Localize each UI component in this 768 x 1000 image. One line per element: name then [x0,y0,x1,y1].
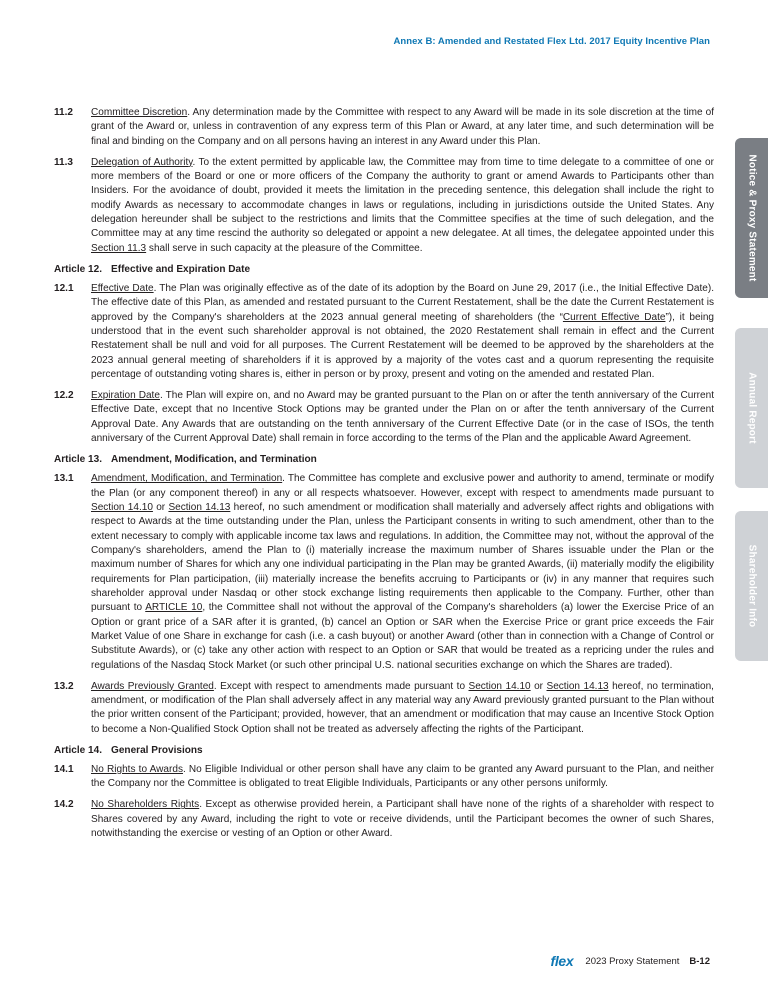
section-body-text: . The Committee has complete and exclusive power and authority to amend, terminate or modify the Plan (or any component thereof) in any or all respects whatsoever. However, except with respect to amendments made pursuant to [91,473,715,499]
section-text [91,680,714,737]
section-body-text: . Except as otherwise provided herein, a Participant shall have none of the rights of a shareholder with respect to Shares covered by any Award, including the right to vote or receive dividends, until the Participant becomes the owner of such Shares, notwithstanding the exercise or vesting of an Option or other Award. [91,799,714,839]
article-number: Article 14. [54,744,103,756]
page-number: B-12 [689,955,710,967]
section-text [91,798,714,841]
article-13-heading [54,453,714,467]
tab-shareholder-info[interactable] [735,511,768,661]
section-body-text: . Any determination made by the Committee with respect to any Award will be made in its sole discretion at the time of grant of the Award or, unless in contravention of any express term of this Plan or Award, at any later time, and such determination will be final and binding on the Company and on all persons having an interest in any Award under this Plan. [91,107,715,147]
section-heading: Awards Previously Granted [91,680,214,692]
cross-reference-link[interactable]: Section 14.10 [91,501,153,513]
article-14-heading [54,744,714,758]
page-header: Annex B: Amended and Restated Flex Ltd. 2017 Equity Incentive Plan [393,36,710,47]
cross-reference-link[interactable]: ARTICLE 10 [145,602,203,614]
section-text [91,282,714,382]
section-number: 14.2 [54,799,74,811]
section-heading: Expiration Date [91,389,160,401]
section-14-1 [54,763,714,792]
section-number: 11.3 [54,156,73,168]
section-number: 13.1 [54,473,74,485]
tab-notice-proxy-statement[interactable] [735,138,768,298]
article-title: General Provisions [111,744,203,756]
section-number: 14.1 [54,764,74,775]
section-body-text: . Except with respect to amendments made pursuant to [213,680,469,692]
section-body-text: or [152,501,169,513]
section-body-text: , the Committee shall not without the approval of the Company's shareholders (a) lower the Exercise Price of an Option or grant price of a SAR after it is granted, (b) cancel an Option or SAR when the Exercise Price or grant price exceeds the Fair Market Value of one Share in exchange for cash (i.e. a cash buyout) or another Award (other than in connection with a Change of Control or Substitute Awards), or (c) take any other action with respect to an Option or SAR that would be treated as a repricing under the rules and regulations of the Nasdaq Stock Market (or such other principal U.S. national securities exchange on which the Shares are traded). [91,602,714,671]
section-text [91,472,714,673]
section-heading: No Shareholders Rights [91,799,200,811]
section-heading: Amendment, Modification, and Termination [91,473,283,485]
section-text [91,156,714,256]
page-footer [550,953,710,969]
tab-label: Notice & Proxy Statement [746,154,757,282]
defined-term: Current Effective Date [562,311,666,323]
article-title: Amendment, Modification, and Termination [111,453,317,465]
section-body-text: . No Eligible Individual or other person shall have any claim to be granted any Award pursuant to the Plan, and neither the Company nor the Committee is obligated to treat Eligible Individuals, Participants or any other persons uniformly. [91,764,714,790]
section-text [91,389,714,446]
cross-reference-link[interactable]: Section 14.13 [168,501,231,513]
article-12-heading [54,263,714,277]
section-12-2 [54,389,714,446]
section-body-text: or [530,680,547,692]
tab-annual-report[interactable] [735,328,768,488]
section-heading: No Rights to Awards [91,764,183,775]
section-text [91,106,714,149]
cross-reference-link[interactable]: Section 14.13 [546,680,609,692]
section-11-3 [54,156,714,256]
section-13-2 [54,680,714,737]
section-body-text: . To the extent permitted by applicable law, the Committee may from time to time delegate to a committee of one or more members of the Board or one or more officers of the Company the authority to grant or amend Awards to Participants other than Insiders. For the avoidance of doubt, provided it meets the limitation in the preceding sentence, this delegation shall include the right to modify Awards as necessary to accommodate changes in laws or regulations, including in jurisdictions outside the United States. Any delegation hereunder shall be subject to the restrictions and limits that the Committee specifies at the time of such delegation, and the Committee may at any time rescind the authority so delegated or appoint a new delegatee. At all times, the delegatee appointed under this [91,156,714,240]
article-number: Article 12. [54,263,103,275]
section-number: 12.2 [54,389,74,401]
tab-label: Annual Report [746,372,757,444]
section-body-text: hereof, no such amendment or modification shall materially and adversely affect rights and obligations with respect to Awards at the time outstanding under the Plan, unless the Participant consents in writing to such amendment, other than to the extent necessary to comply with applicable income tax laws and regulations. In addition, the Committee may not, without the approval of the Company's shareholders, amend the Plan to (i) materially increase the maximum number of Shares issuable under the Plan or the maximum number of Shares for which any one individual participating in the Plan may be granted Awards, (ii) materially modify the eligibility requirements for Plan participation, (iii) materially increase the benefits accruing to Participants or (iv) in any manner that requires such shareholder approval under Nasdaq or other stock exchange listing requirements then applicable to the Company. Further, other than pursuant to [91,501,714,614]
section-body-text: hereof, no termination, amendment, or modification of the Plan shall adversely affect in any material way any Award previously granted pursuant to the Plan without the prior written consent of the Participant; provided, however, that an amendment or modification that may cause an Incentive Stock Option to become a Non-Qualified Stock Option shall not be treated as adversely affecting the rights of the Participant. [91,680,714,735]
section-body-text: shall serve in such capacity at the pleasure of the Committee. [146,242,423,254]
section-body-text: ”), it being understood that in the event such shareholder approval is not obtained, the 2020 Restatement shall remain in effect and the Current Restatement shall be null and void for all purposes. The Current Restatement will be deemed to be approved by the shareholders at the 2023 annual general meeting of shareholders if it is approved by a majority of the votes cast and a quorum representing the requisite percentage of outstanding voting shares is, either in person or by proxy, present and voting on the amended and restated Plan. [91,311,714,381]
section-heading: Delegation of Authority [91,156,193,168]
section-text [91,763,714,792]
tab-label: Shareholder Info [746,544,757,628]
section-number: 12.1 [54,282,74,294]
section-number: 13.2 [54,680,74,692]
document-body [54,106,714,848]
section-14-2 [54,798,714,841]
section-11-2 [54,106,714,149]
cross-reference-link[interactable]: Section 14.10 [468,680,531,692]
cross-reference-link[interactable]: Section 11.3 [91,242,147,254]
article-number: Article 13. [54,453,103,465]
section-body-text: . The Plan will expire on, and no Award may be granted pursuant to the Plan on or after the tenth anniversary of the Current Effective Date, except that no Incentive Stock Options may be granted under the Plan on or after the tenth anniversary of the Current Approval Date. Any Awards that are outstanding on the tenth anniversary of the Current Effective Date (or in the case of ISOs, the tenth anniversary of the Current Approval Date) shall remain in force according to the terms of the Plan and the applicable Award Agreement. [91,389,714,444]
section-heading: Committee Discretion [91,107,188,118]
flex-logo: flex [550,953,574,969]
section-heading: Effective Date [91,282,154,294]
document-title: 2023 Proxy Statement [585,955,680,967]
section-number: 11.2 [54,107,73,118]
section-body-text: . The Plan was originally effective as of the date of its adoption by the Board on June 29, 2017 (i.e., the Initial Effective Date). The effective date of this Plan, as amended and restated pursuant to the Current Restatement, shall be the date the Current Restatement is approved by the Company's shareholders at the 2023 annual general meeting of shareholders (the “ [91,282,714,323]
article-title: Effective and Expiration Date [111,263,251,275]
section-12-1 [54,282,714,382]
section-13-1 [54,472,714,673]
